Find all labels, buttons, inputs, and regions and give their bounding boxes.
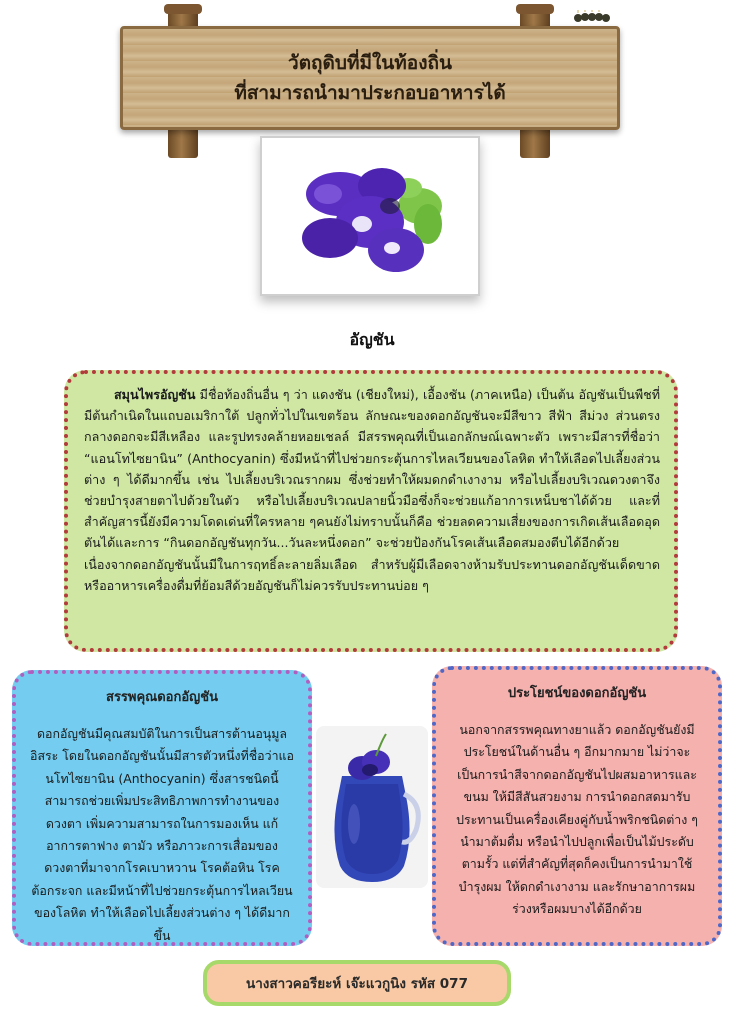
page-heading: อัญชัน [349, 330, 395, 349]
benefits-title: สรรพคุณดอกอัญชัน [106, 690, 218, 705]
butterfly-pea-flower-image [270, 146, 470, 286]
flower-photo-frame [260, 136, 480, 296]
uses-title: ประโยชน์ของดอกอัญชัน [507, 686, 647, 701]
benefits-body: ดอกอัญชันมีคุณสมบัติในการเป็นสารต้านอนุมูลอิสระ โดยในดอกอัญชันนั้นมีสารตัวหนึ่งที่ชื่อว่าแอนโทไซยานิน (Anthocyanin) ซึ่งสารชนิดนี้สามารถช่วยเพิ่มประสิทธิภาพการทำงานของดวงตา เพิ่มความสามารถในการมองเห็น แก้อาการตาฟาง ตามัว หรือภาวะการเสื่อมของดวงตาที่มาจากโรคเบาหวาน โรคต้อหิน โรคต้อกระจก และมีหน้าที่ไปช่วยกระตุ้นการไหลเวียนของโลหิต ทำให้เลือดไปเลี้ยงส่วนต่าง ๆ ได้ดีมากขึ้น [30, 726, 294, 943]
main-description-box [64, 370, 678, 652]
main-paragraph-2: เนื่องจากดอกอัญชันนั้นมีในการฤทธิ์ละลายลิ่มเลือด สำหรับผู้มีเลือดจางห้ามรับประทานดอกอัญชันเด็ดขาด หรืออาหารเครื่องดื่มที่ย้อมสีด้วยอัญชันก็ไม่ควรรับประทานบ่อย ๆ [84, 556, 660, 593]
benefits-box [12, 670, 312, 946]
main-lead-text: สมุนไพรอัญชัน [114, 387, 196, 402]
uses-body: นอกจากสรรพคุณทางยาแล้ว ดอกอัญชันยังมีประโยชน์ในด้านอื่น ๆ อีกมากมาย ไม่ว่าจะเป็นการนำสีจากดอกอัญชันไปผสมอาหารและขนม ให้มีสีสันสวยงาม การนำดอกสดมารับประทานเป็นเครื่องเคียงคู่กับน้ำพริกชนิดต่าง ๆ นำมาต้มดื่ม หรือนำไปปลูกเพื่อเป็นไม้ประดับตามรั้ว แต่ที่สำคัญที่สุดก็คงเป็นการนำมาใช้บำรุงผม ให้ดกดำเงางาม และรักษาอาการผมร่วงหรือผมบางได้อีกด้วย [456, 722, 698, 917]
butterfly-pea-drink-image [316, 726, 428, 888]
sign-title-line1: วัตถุดิบที่มีในท้องถิ่น [288, 52, 452, 74]
main-paragraph-1-text: มีชื่อท้องถิ่นอื่น ๆ ว่า แดงชัน (เชียงใหม่), เอื้องชัน (ภาคเหนือ) เป็นต้น อัญชันเป็นพืชที่มีต้นกำเนิดในแถบอเมริกาใต้ ปลูกทั่วไปในเขตร้อน ลักษณะของดอกอัญชันจะมีสีขาว สีฟ้า สีม่วง ส่วนตรงกลางดอกจะมีสีเหลือง และรูปทรงคล้ายหอยเชลล์ มีสรรพคุณที่เป็นเอกลักษณ์เฉพาะตัว เพราะมีสารที่ชื่อว่า “แอนโทไซยานิน” (Anthocyanin) ซึ่งมีหน้าที่ไปช่วยกระตุ้นการไหลเวียนของโลหิต ทำให้เลือดไปเลี้ยงส่วนต่าง ๆ ได้ดีมากขึ้น เช่น ไปเลี้ยงบริเวณรากผม ซึ่งช่วยทำให้ผมดกดำเงางาม หรือไปเลี้ยงบริเวณดวงตาจึงช่วยบำรุงสายตาไปด้วยในตัว หรือไปเลี้ยงบริเวณปลายนิ้วมือซึ่งก็จะช่วยแก้อาการเหน็บชาได้ด้วย และที่สำคัญสารนี้ยังมีความโดดเด่นที่ใครหลาย ๆคนยังไม่ทราบนั้นก็คือ ช่วยลดความเสี่ยงของการเกิดเส้นเลือดอุดตันได้และการ “กินดอกอัญชันทุกวัน...วันละหนึ่งดอก” จะช่วยป้องกันโรคเส้นเลือดสมองตีบได้อีกด้วย [84, 387, 660, 551]
main-paragraph-1 [84, 384, 660, 554]
author-badge [203, 960, 511, 1006]
uses-box [432, 666, 722, 946]
sign-board [120, 26, 620, 130]
caterpillar-icon [572, 10, 616, 24]
author-name: นางสาวคอรียะห์ เจ๊ะแวกูนิง รหัส 077 [246, 976, 468, 992]
sign-title-line2: ที่สามารถนำมาประกอบอาหารได้ [234, 82, 506, 104]
